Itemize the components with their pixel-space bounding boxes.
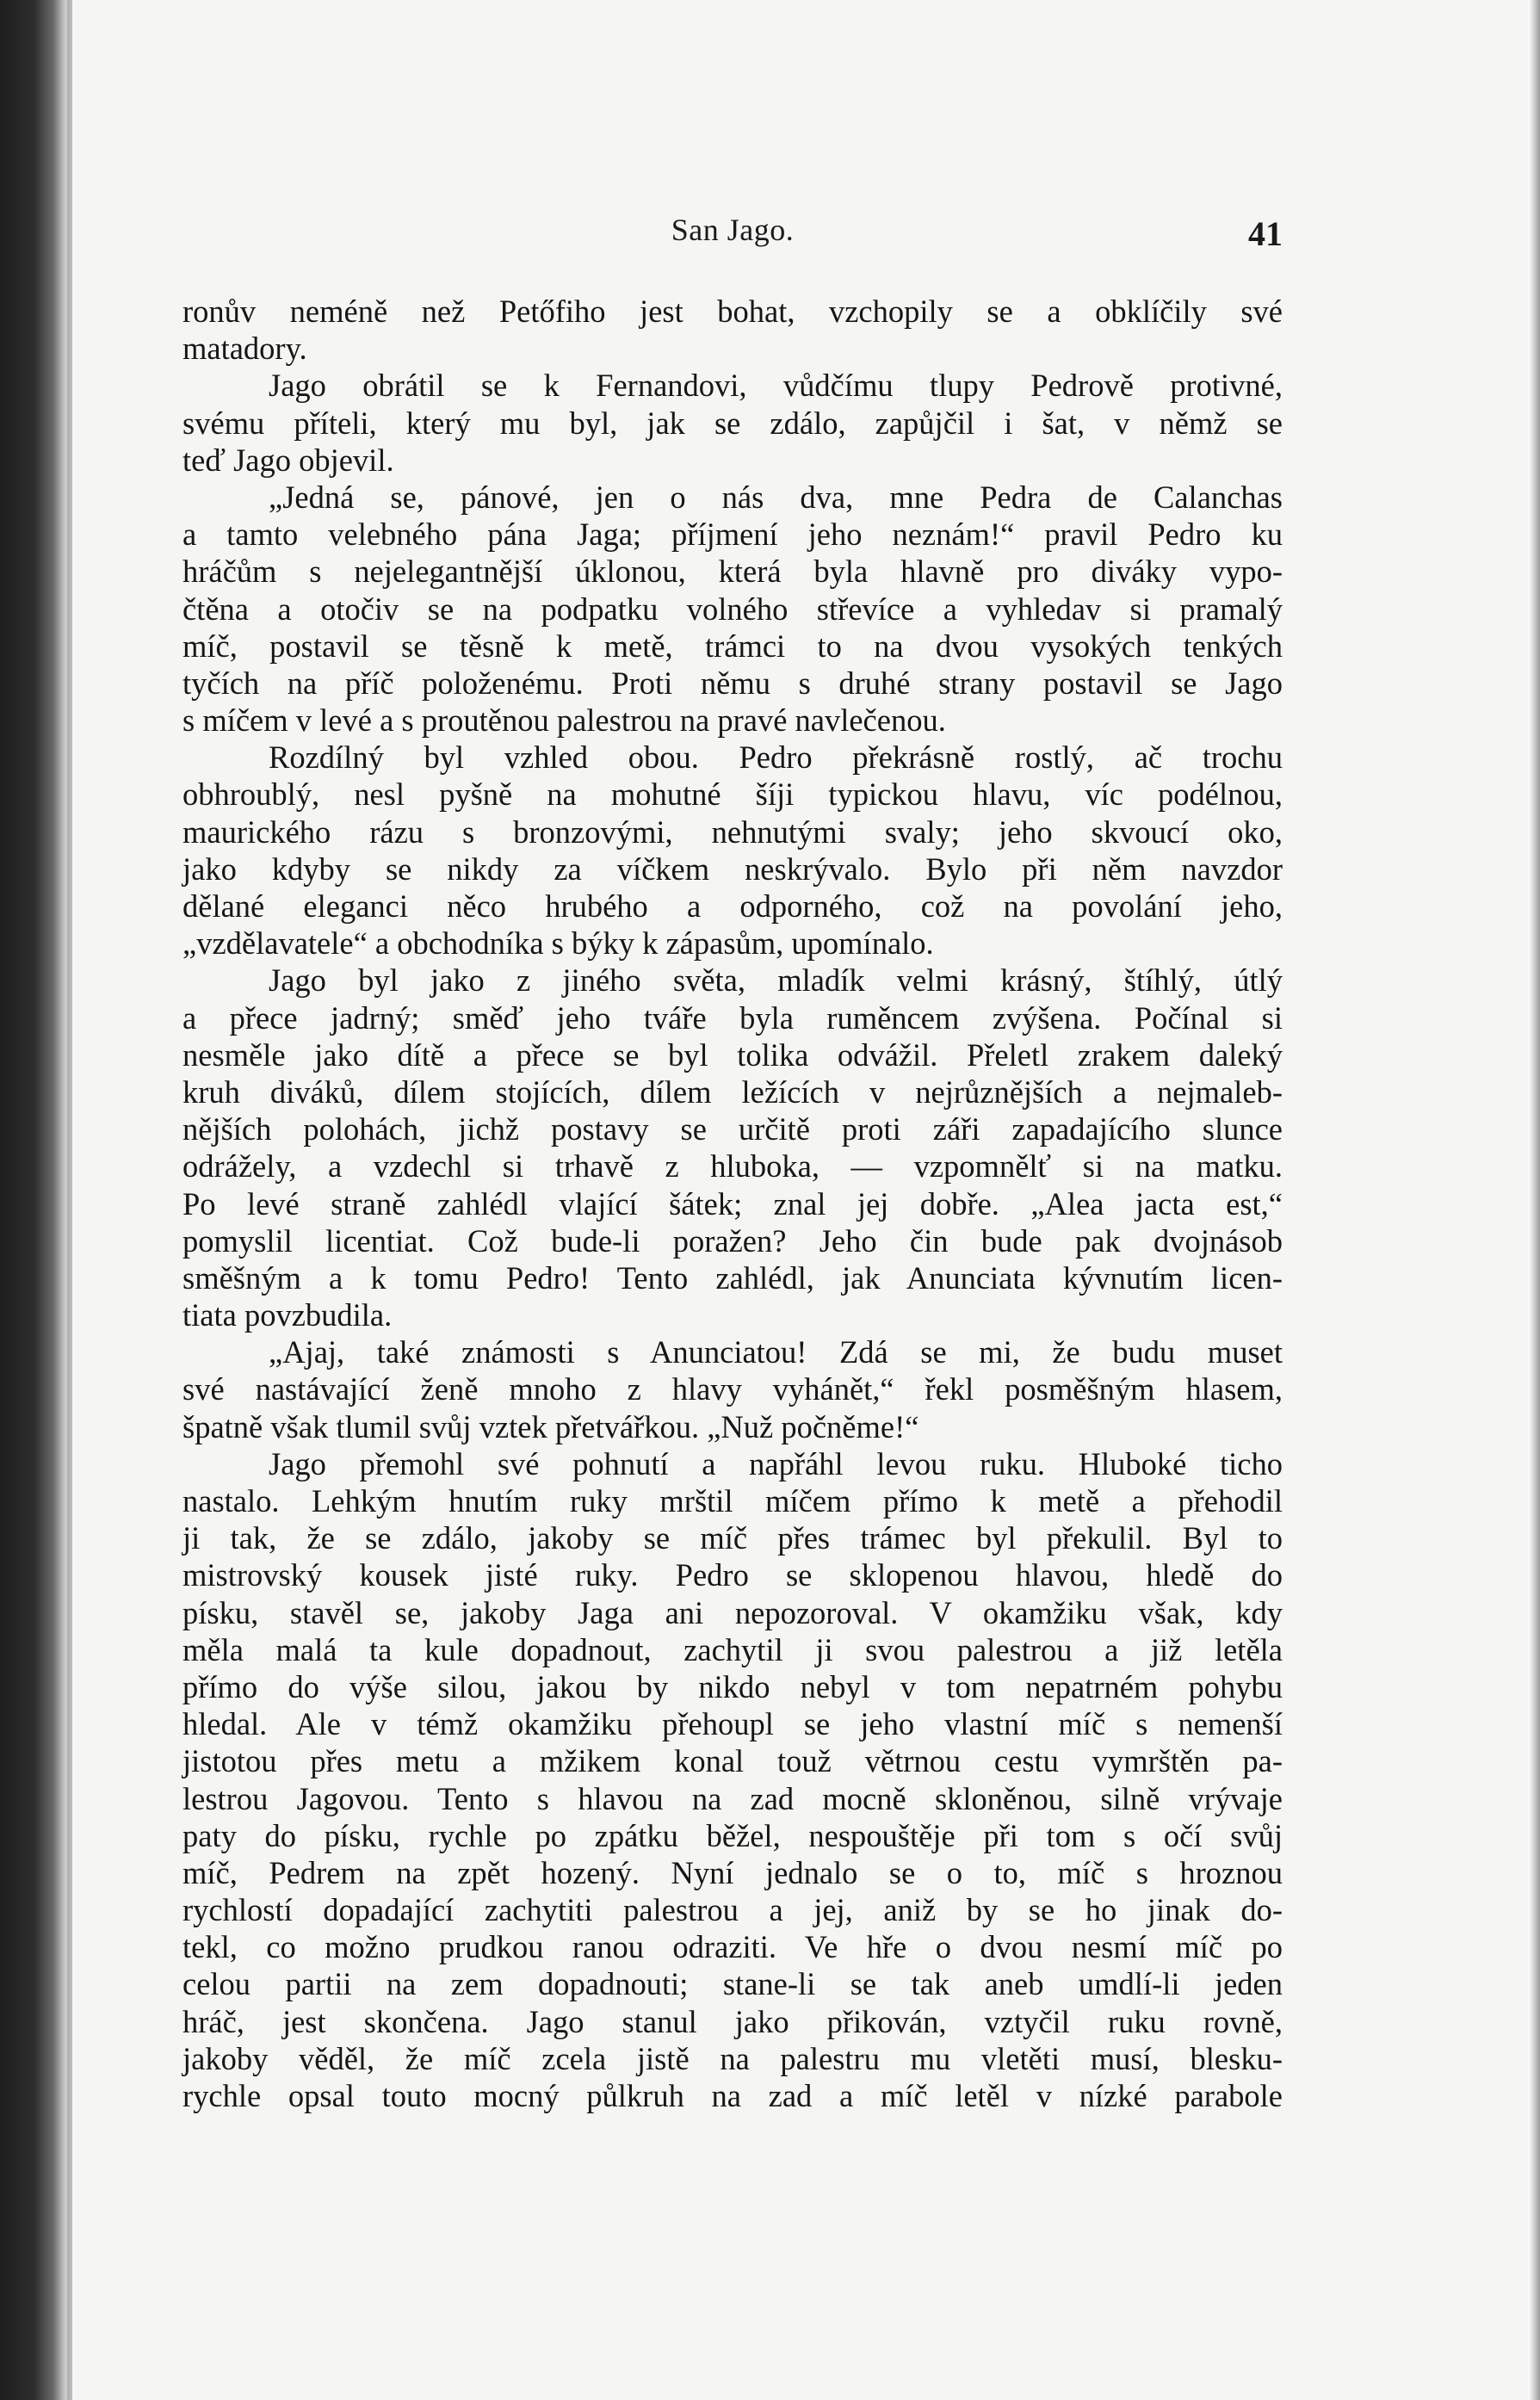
text-line: tiata povzbudila.: [182, 1297, 393, 1333]
text-line: svému příteli, který mu byl, jak se zdálo, zapůjčil i šat, v němž se: [182, 405, 1283, 441]
text-line: teď Jago objevil.: [182, 442, 394, 478]
text-line: písku, stavěl se, jakoby Jaga ani nepozoroval. V okamžiku však, kdy: [182, 1594, 1283, 1630]
text-line: směšným a k tomu Pedro! Tento zahlédl, jak Anunciata kývnutím licen-: [182, 1259, 1283, 1296]
page-number: 41: [1248, 214, 1283, 253]
text-line: Jago přemohl své pohnutí a napřáhl levou ruku. Hluboké ticho: [269, 1445, 1283, 1481]
text-line: jakoby věděl, že míč zcela jistě na palestru mu vletěti musí, blesku-: [182, 2040, 1283, 2076]
text-line: měla malá ta kule dopadnout, zachytil ji svou palestrou a již letěla: [182, 1631, 1283, 1667]
text-line: nesměle jako dítě a přece se byl tolika odvážil. Přeletl zrakem daleký: [182, 1036, 1283, 1073]
text-line: „Jedná se, pánové, jen o nás dva, mne Pedra de Calanchas: [269, 479, 1283, 515]
page-right-edge: [1528, 0, 1540, 2400]
text-line: míč, Pedrem na zpět hozený. Nyní jednalo se o to, míč s hroznou: [182, 1854, 1283, 1890]
text-line: rychlostí dopadající zachytiti palestrou a jej, aniž by se ho jinak do-: [182, 1892, 1283, 1928]
text-line: a přece jadrný; směď jeho tváře byla ruměncem zvýšena. Počínal si: [182, 999, 1283, 1036]
text-line: tyčích na příč položenému. Proti němu s druhé strany postavil se Jago: [182, 665, 1283, 701]
text-line: Jago obrátil se k Fernandovi, vůdčímu tlupy Pedrově protivné,: [269, 368, 1283, 404]
text-line: odrážely, a vzdechl si trhavě z hluboka, — vzpomnělť si na matku.: [182, 1148, 1283, 1185]
running-title: San Jago.: [671, 213, 795, 247]
text-line: Rozdílný byl vzhled obou. Pedro překrásně rostlý, ač trochu: [269, 739, 1283, 776]
text-line: lestrou Jagovou. Tento s hlavou na zad mocně skloněnou, silně vrývaje: [182, 1780, 1283, 1816]
text-line: špatně však tlumil svůj vztek přetvářkou. „Nuž počněme!“: [182, 1408, 919, 1444]
text-line: ronův neméně než Petőfiho jest bohat, vzchopily se a obklíčily své: [182, 294, 1283, 329]
text-line: dělané eleganci něco hrubého a odporného, což na povolání jeho,: [182, 888, 1283, 924]
text-line: hledal. Ale v témž okamžiku přehoupl se jeho vlastní míč s nemenší: [182, 1706, 1283, 1742]
text-line: kruh diváků, dílem stojících, dílem ležících v nejrůznějších a nejmaleb-: [182, 1073, 1283, 1110]
text-line: Po levé straně zahlédl vlající šátek; znal jej dobře. „Alea jacta est,“: [182, 1185, 1283, 1222]
text-line: ji tak, že se zdálo, jakoby se míč přes trámec byl překulil. Byl to: [182, 1520, 1283, 1556]
text-line: nějších polohách, jichž postavy se určitě proti záři zapadajícího slunce: [182, 1111, 1283, 1147]
text-line: své nastávající ženě mnoho z hlavy vyhánět,“ řekl posměšným hlasem,: [182, 1371, 1283, 1407]
text-line: mistrovský kousek jisté ruky. Pedro se sklopenou hlavou, hledě do: [182, 1557, 1283, 1593]
text-line: jistotou přes metu a mžikem konal touž větrnou cestu vymrštěn pa-: [182, 1743, 1283, 1779]
body-text: [182, 293, 1283, 2114]
text-line: maurického rázu s bronzovými, nehnutými svaly; jeho skvoucí oko,: [182, 813, 1283, 850]
text-line: čtěna a otočiv se na podpatku volného střevíce a vyhledav si pramalý: [182, 591, 1283, 627]
text-line: obhroublý, nesl pyšně na mohutné šíji typickou hlavu, víc podélnou,: [182, 776, 1283, 813]
text-line: rychle opsal touto mocný půlkruh na zad a míč letěl v nízké parabole: [182, 2078, 1283, 2113]
text-line: matadory.: [182, 331, 307, 367]
text-line: a tamto velebného pána Jaga; příjmení jeho neznám!“ pravil Pedro ku: [182, 516, 1283, 553]
text-line: hráčům s nejelegantnější úklonou, která byla hlavně pro diváky vypo-: [182, 554, 1283, 590]
text-line: jako kdyby se nikdy za víčkem neskrývalo. Bylo při něm navzdor: [182, 851, 1283, 887]
text-line: Jago byl jako z jiného světa, mladík velmi krásný, štíhlý, útlý: [269, 962, 1283, 999]
text-line: s míčem v levé a s proutěnou palestrou na pravé navlečenou.: [182, 702, 946, 739]
text-line: přímo do výše silou, jakou by nikdo nebyl v tom nepatrném pohybu: [182, 1668, 1283, 1704]
text-line: hráč, jest skončena. Jago stanul jako přikován, vztyčil ruku rovně,: [182, 2003, 1283, 2039]
text-line: nastalo. Lehkým hnutím ruky mrštil míčem přímo k metě a přehodil: [182, 1483, 1283, 1519]
text-line: celou partii na zem dopadnouti; stane-li se tak aneb umdlí-li jeden: [182, 1966, 1283, 2002]
page-header: [182, 205, 1283, 257]
text-line: „Ajaj, také známosti s Anunciatou! Zdá se mi, že budu muset: [269, 1334, 1283, 1370]
text-line: paty do písku, rychle po zpátku běžel, nespouštěje při tom s očí svůj: [182, 1817, 1283, 1853]
text-line: tekl, co možno prudkou ranou odraziti. Ve hře o dvou nesmí míč po: [182, 1929, 1283, 1965]
book-spine-shadow: [0, 0, 72, 2400]
text-line: pomyslil licentiat. Což bude-li poražen? Jeho čin bude pak dvojnásob: [182, 1222, 1283, 1259]
text-line: „vzdělavatele“ a obchodníka s býky k zápasům, upomínalo.: [182, 925, 934, 962]
text-line: míč, postavil se těsně k metě, trámci to na dvou vysokých tenkých: [182, 628, 1283, 664]
